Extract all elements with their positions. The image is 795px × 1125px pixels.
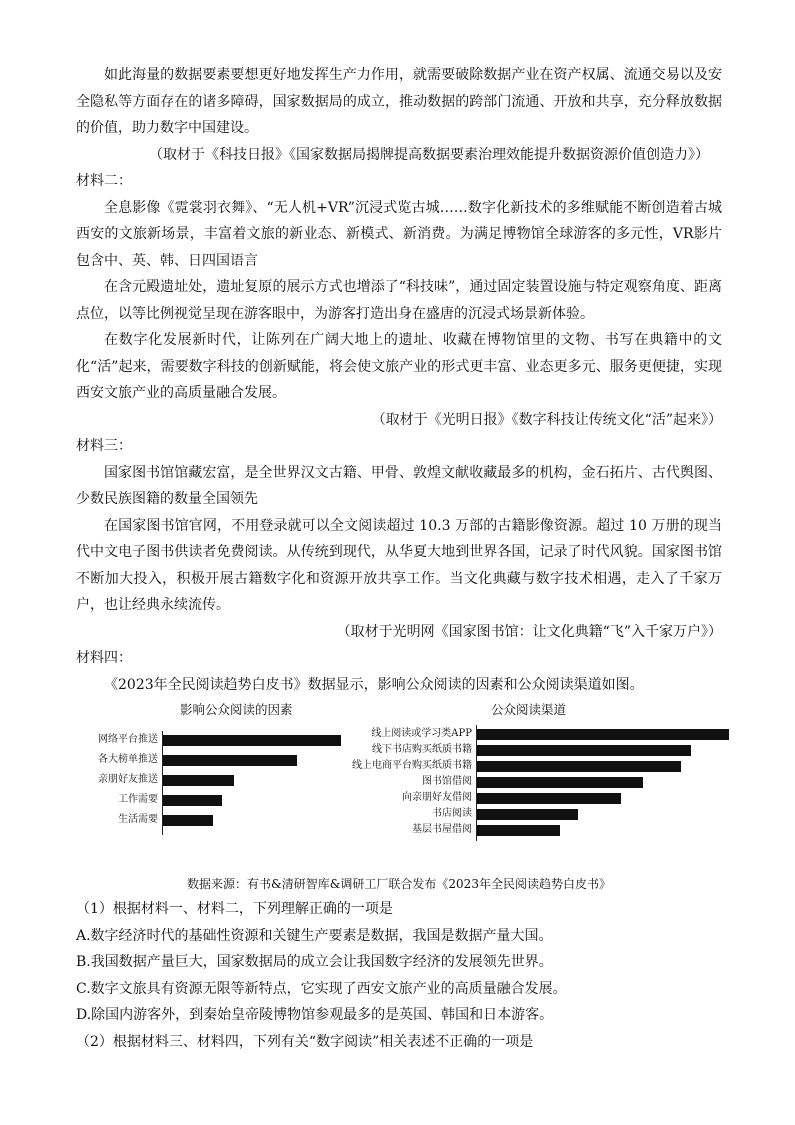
- chart-0-bar: [163, 815, 213, 826]
- chart-1-category-label: 基层书屋借阅: [412, 824, 472, 835]
- chart-1-category-label: 线上电商平台购买纸质书籍: [352, 760, 472, 771]
- chart-1-bar: [477, 745, 691, 756]
- chart-1-bar: [477, 793, 621, 804]
- material-2-paragraph-3: 在数字化发展新时代，让陈列在广阔大地上的遗址、收藏在博物馆里的文物、书写在典籍中的文化“活”起来，需要数字科技的创新赋能，将会使文旅产业的形式更丰富、业态更多元、服务更便捷，实现西安文旅产业的高质量融合发展。: [76, 332, 722, 401]
- chart-0-bar: [163, 775, 234, 786]
- chart-1-bar: [477, 777, 643, 788]
- chart-0-bar: [163, 735, 341, 746]
- source-citation-1: （取材于《科技日报》《国家数据局揭牌提高数据要素治理效能提升数据资源价值创造力》）: [149, 146, 709, 163]
- chart-0-category-label: 网络平台推送: [98, 734, 158, 745]
- chart-0-category-label: 亲朋好友推送: [98, 774, 158, 785]
- factors-chart: [76, 700, 376, 870]
- chart-1-bar: [477, 729, 729, 740]
- question-1-option-c: C.数字文旅具有资源无限等新特点，它实现了西安文旅产业的高质量融合发展。: [76, 980, 567, 997]
- chart-1-category-label: 向亲朋好友借阅: [402, 792, 472, 803]
- source-citation-2: （取材于《光明日报》《数字科技让传统文化“活”起来》）: [371, 411, 722, 428]
- chart-1-category-label: 线下书店购买纸质书籍: [372, 744, 472, 755]
- chart-1-bar: [477, 809, 578, 820]
- material-2-paragraph-2: 在含元殿遗址处，遗址复原的展示方式也增添了“科技味”，通过固定装置设施与特定观察角度、距离点位，以等比例视觉呈现在游客眼中，为游客打造出身在盛唐的沉浸式场景新体验。: [76, 279, 722, 322]
- chart-0-bar: [163, 795, 222, 806]
- question-1: （1）根据材料一、材料二，下列理解正确的一项是: [76, 901, 393, 917]
- material-4-heading: 材料四：: [76, 650, 132, 666]
- material-3-paragraph-1: 国家图书馆馆藏宏富，是全世界汉文古籍、甲骨、敦煌文献收藏最多的机构，金石拓片、古代舆图、少数民族图籍的数量全国领先: [76, 464, 722, 507]
- chart-0-category-label: 生活需要: [118, 814, 158, 825]
- chart-1-category-label: 线上阅读或学习类APP: [371, 728, 472, 739]
- material-2-paragraph-1: 全息影像《霓裳羽衣舞》、“无人机+VR”沉浸式览古城……数字化新技术的多维赋能不断创造着古城西安的文旅新场景，丰富着文旅的新业态、新模式、新消费。为满足博物馆全球游客的多元性，VR影片包含中、英、韩、日四国语言: [76, 199, 722, 269]
- chart-1-category-label: 图书馆借阅: [422, 776, 472, 787]
- factors-chart-title: 影响公众阅读的因素: [180, 702, 293, 717]
- channels-chart-title: 公众阅读渠道: [491, 702, 567, 717]
- channels-chart: [344, 700, 722, 870]
- question-1-option-d: D.除国内游客外，到秦始皇帝陵博物馆参观最多的是英国、韩国和日本游客。: [76, 1007, 554, 1023]
- question-1-option-b: B.我国数据产量巨大，国家数据局的成立会让我国数字经济的发展领先世界。: [76, 954, 553, 970]
- chart-1-bar: [477, 825, 560, 836]
- chart-0-bar: [163, 755, 297, 766]
- source-citation-3: （取材于光明网《国家图书馆：让文化典籍“飞”入千家万户》）: [336, 623, 722, 640]
- material-3-heading: 材料三：: [76, 438, 132, 454]
- question-1-option-a: A.数字经济时代的基础性资源和关键生产要素是数据，我国是数据产量大国。: [76, 927, 553, 944]
- material-2-heading: 材料二：: [76, 173, 132, 189]
- chart-1-category-label: 书店阅读: [432, 808, 472, 819]
- reading-charts: [76, 700, 722, 870]
- chart-data-source: 数据来源：有书&清研智库&调研工厂联合发布《2023年全民阅读趋势白皮书》: [187, 877, 611, 891]
- paragraph-data-bureau: 如此海量的数据要素要想更好地发挥生产力作用，就需要破除数据产业在资产权属、流通交易以及安全隐私等方面存在的诸多障碍，国家数据局的成立，推动数据的跨部门流通、开放和共享，充分释放数据的价值，助力数字中国建设。: [76, 67, 722, 136]
- material-4-intro: 《2023年全民阅读趋势白皮书》数据显示，影响公众阅读的因素和公众阅读渠道如图。: [104, 676, 644, 693]
- chart-0-category-label: 工作需要: [118, 794, 158, 805]
- material-3-paragraph-2: 在国家图书馆官网，不用登录就可以全文阅读超过 10.3 万部的古籍影像资源。超过 10 万册的现当代中文电子图书供读者免费阅读。从传统到现代，从华夏大地到世界各国，记录了时代风貌。国家图书馆不断加大投入，积极开展古籍数字化和资源开放共享工作。当文化典藏与数字技术相遇，走入了千家万户，也让经典永续流传。: [76, 517, 722, 613]
- chart-0-category-label: 各大榜单推送: [98, 754, 158, 765]
- question-2: （2）根据材料三、材料四，下列有关“数字阅读”相关表述不正确的一项是: [76, 1033, 534, 1050]
- document-page: [76, 62, 722, 1055]
- chart-1-bar: [477, 761, 681, 772]
